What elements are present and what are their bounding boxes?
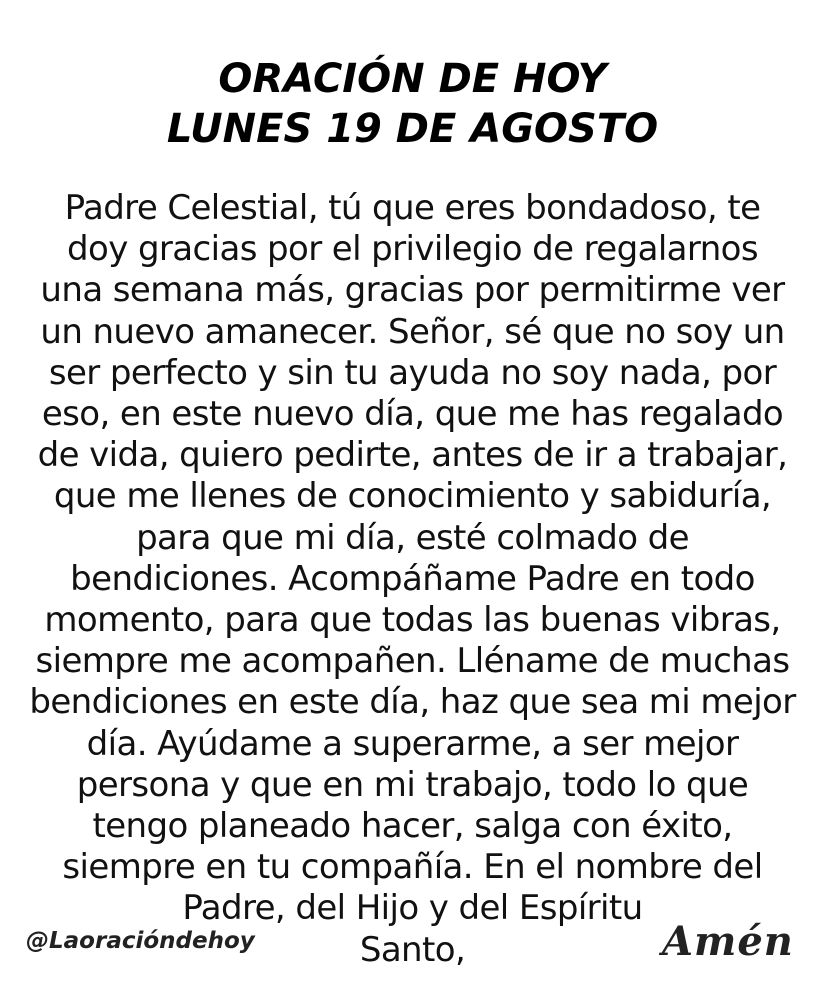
prayer-line: Santo, xyxy=(359,929,466,970)
prayer-line: eso, en este nuevo día, que me has regalado xyxy=(41,394,784,435)
title-line-2: LUNES 19 DE AGOSTO xyxy=(166,106,659,152)
prayer-line: bendiciones en este día, haz que sea mi mejor xyxy=(29,682,796,723)
prayer-line: bendiciones. Acompáñame Padre en todo xyxy=(70,558,755,599)
prayer-line: Padre Celestial, tú que eres bondadoso, te xyxy=(64,188,761,228)
prayer-line: persona y que en mi trabajo, todo lo que xyxy=(76,764,749,805)
amen-signature: Amén xyxy=(662,918,794,965)
prayer-line: un nuevo amanecer. Señor, sé que no soy un xyxy=(40,311,785,352)
title-line-1: ORACIÓN DE HOY xyxy=(218,56,607,102)
prayer-line: siempre en tu compañía. En el nombre del xyxy=(62,847,763,888)
prayer-line: de vida, quiero pedirte, antes de ir a trabajar, xyxy=(37,435,788,476)
prayer-line: una semana más, gracias por permitirme ver xyxy=(40,270,785,311)
prayer-line: que me llenes de conocimiento y sabiduría, xyxy=(53,476,772,517)
page-title xyxy=(0,54,825,154)
prayer-text xyxy=(14,188,811,971)
prayer-line: siempre me acompañen. Lléname de muchas xyxy=(35,641,790,682)
prayer-line: ser perfecto y sin tu ayuda no soy nada, por xyxy=(48,352,777,393)
prayer-line: tengo planeado hacer, salga con éxito, xyxy=(92,806,733,847)
prayer-line: día. Ayúdame a superarme, a ser mejor xyxy=(86,723,739,764)
social-handle: @Laoracióndehoy xyxy=(26,928,255,954)
prayer-line: momento, para que todas las buenas vibras, xyxy=(44,600,781,641)
prayer-line: para que mi día, esté colmado de xyxy=(136,517,689,558)
prayer-line: Padre, del Hijo y del Espíritu xyxy=(182,888,643,929)
prayer-line: doy gracias por el privilegio de regalarnos xyxy=(67,229,758,270)
